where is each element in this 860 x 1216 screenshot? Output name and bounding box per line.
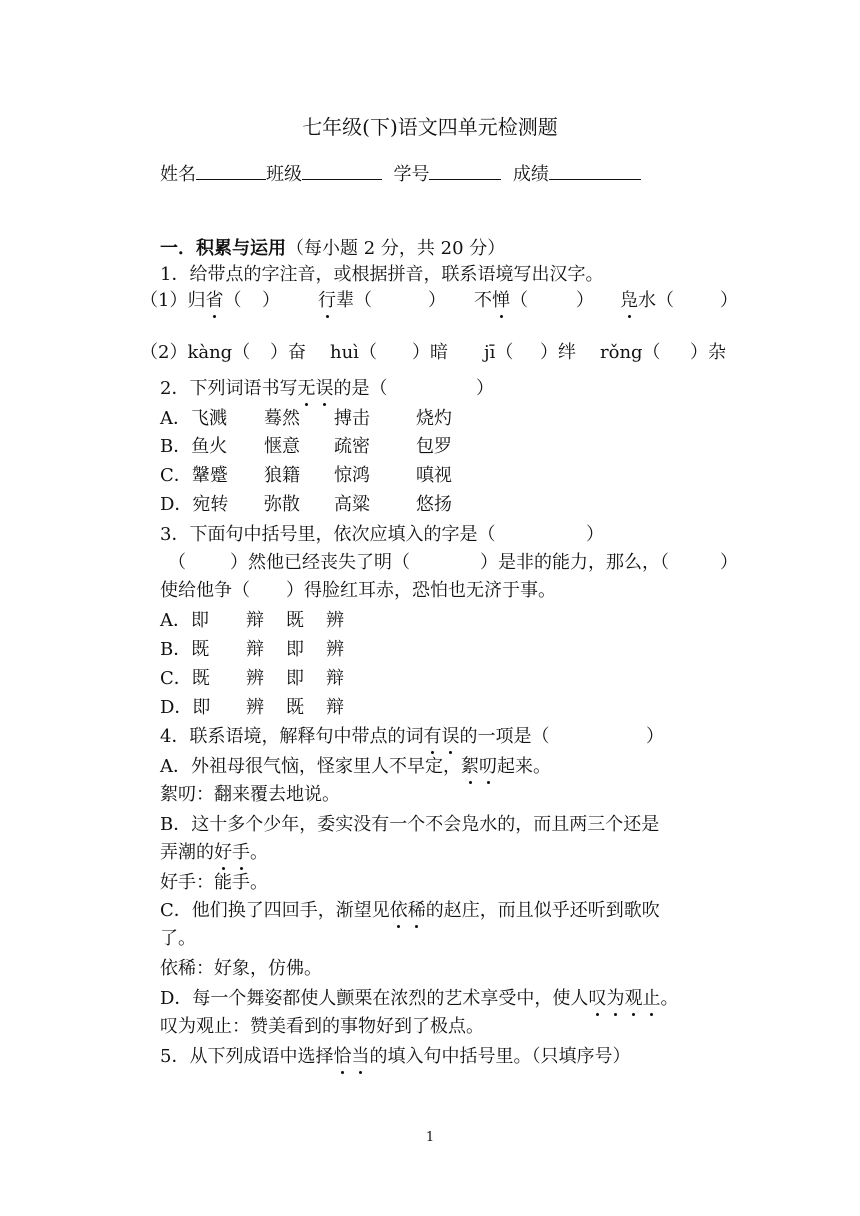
q1-pinyin-3: jī（: [484, 342, 514, 363]
q1-pinyin-1-tail: ）奋: [270, 342, 306, 363]
dotted-char: 稀: [407, 900, 426, 921]
dotted-word: [588, 988, 660, 1009]
q1-item-2-close: ）: [428, 290, 446, 311]
student-id-label: 学号: [393, 164, 430, 185]
dotted-word: [390, 900, 426, 921]
q1-item-1-close: ）: [262, 290, 280, 311]
q1-item-3: 不惮（: [474, 290, 528, 311]
dotted-char: 惮: [492, 290, 510, 311]
q1-pinyin-3-tail: ）绊: [540, 342, 576, 363]
q4-option-b-line-2: 弄潮的好手。: [160, 842, 268, 863]
section-heading: [160, 238, 505, 260]
q1-pinyin-4: rǒng（: [600, 342, 661, 363]
dotted-char: 叹: [588, 988, 607, 1009]
q1-item-1: （1）归省（: [140, 290, 242, 311]
score-blank[interactable]: [549, 162, 641, 180]
q2-option-c[interactable]: C．鞶蹙 狼籍 惊鸿 嗔视: [160, 465, 452, 486]
q3-option-d[interactable]: D．即 辨 既 辩: [160, 697, 344, 718]
dotted-char: 当: [351, 1046, 370, 1067]
q4-option-c-line-2: 了。: [160, 928, 196, 949]
class-blank[interactable]: [302, 162, 382, 180]
q1-stem: 1．给带点的字注音，或根据拼音，联系语境写出汉字。: [160, 264, 604, 285]
dotted-char: 恰: [333, 1046, 352, 1067]
q3-sentence-part-1: ）然他已经丧失了明（: [230, 552, 410, 573]
dotted-char: 止: [642, 988, 661, 1009]
name-blank[interactable]: [196, 162, 266, 180]
q2-option-b[interactable]: B．鱼火 惬意 疏密 包罗: [160, 436, 452, 457]
dotted-char: 误: [315, 378, 334, 399]
q2-option-a[interactable]: A．飞溅 蓦然 搏击 烧灼: [160, 408, 452, 429]
dotted-char: 行: [318, 290, 336, 311]
q2-option-d[interactable]: D．宛转 弥散 高粱 悠扬: [160, 494, 452, 515]
dotted-char: 好: [214, 842, 232, 863]
dotted-char: 有: [423, 726, 442, 747]
score-label: 成绩: [512, 164, 549, 185]
q4-option-a-explanation: 絮叨：翻来覆去地说。: [160, 784, 340, 805]
q4-stem-close: ）: [646, 726, 664, 747]
dotted-word: [461, 756, 497, 777]
q1-pinyin-4-tail: ）杂: [690, 342, 726, 363]
student-info-line: [160, 162, 641, 186]
dotted-char: 絮: [461, 756, 479, 777]
dotted-char: 叨: [479, 756, 497, 777]
dotted-char: 误: [441, 726, 460, 747]
q5-stem: 5．从下列成语中选择恰当的填入句中括号里。（只填序号）: [160, 1046, 631, 1067]
q3-blank-1-open: （: [168, 552, 186, 573]
q3-option-b[interactable]: B．既 辩 即 辨: [160, 639, 344, 660]
dotted-char: 凫: [620, 290, 638, 311]
dotted-char: 手: [232, 842, 250, 863]
name-label: 姓名: [160, 164, 196, 185]
q1-pinyin-2-tail: ）暗: [412, 342, 448, 363]
q4-option-d-explanation: 叹为观止：赞美看到的事物好到了极点。: [160, 1016, 484, 1037]
q3-sentence-part-2: ）是非的能力，那么，（: [480, 552, 669, 573]
q2-stem: 2．下列词语书写无误的是（: [160, 378, 388, 399]
page-number: 1: [425, 1130, 435, 1145]
q3-option-a[interactable]: A．即 辩 既 辨: [160, 610, 344, 631]
section-title: 一．积累与运用: [160, 238, 286, 259]
dotted-word: [214, 842, 250, 863]
q3-stem-close: ）: [586, 524, 604, 545]
dotted-char: 省: [205, 290, 224, 311]
q1-item-3-close: ）: [576, 290, 594, 311]
dotted-char: 无: [297, 378, 316, 399]
section-note: （每小题 2 分，共 20 分）: [286, 238, 506, 259]
class-label: 班级: [266, 164, 302, 185]
q4-stem: 4．联系语境，解释句中带点的词有误的一项是（: [160, 726, 550, 747]
q1-item-4: 凫水（: [620, 290, 674, 311]
dotted-char: 为: [606, 988, 625, 1009]
q4-option-c[interactable]: C．他们换了四回手，渐望见依稀的赵庄，而且似乎还听到歌吹: [160, 900, 660, 921]
q4-option-b-explanation: 好手：能手。: [160, 872, 268, 893]
q4-option-c-explanation: 依稀：好象，仿佛。: [160, 958, 322, 979]
q3-stem: 3．下面句中括号里，依次应填入的字是（: [160, 524, 496, 545]
q3-sentence-part-3: ）: [720, 552, 738, 573]
q4-option-a[interactable]: A．外祖母很气恼，怪家里人不早定，絮叨起来。: [160, 756, 551, 777]
page-title: 七年级(下)语文四单元检测题: [302, 115, 558, 139]
q4-option-b[interactable]: B．这十多个少年，委实没有一个不会凫水的，而且两三个还是: [160, 814, 660, 835]
dotted-char: 观: [624, 988, 643, 1009]
q1-pinyin-1: （2）kàng（: [140, 342, 251, 363]
q1-item-4-close: ）: [720, 290, 738, 311]
dotted-char: 依: [389, 900, 408, 921]
student-id-blank[interactable]: [429, 162, 501, 180]
q1-item-2: 行辈（: [318, 290, 372, 311]
q2-stem-close: ）: [476, 378, 494, 399]
q3-option-c[interactable]: C．既 辨 即 辩: [160, 668, 344, 689]
q1-pinyin-2: huì（: [330, 342, 377, 363]
q4-option-d[interactable]: D．每一个舞姿都使人颤栗在浓烈的艺术享受中，使人叹为观止。: [160, 988, 679, 1009]
q3-sentence-line-2: 使给他争（ ）得脸红耳赤，恐怕也无济于事。: [160, 580, 556, 601]
